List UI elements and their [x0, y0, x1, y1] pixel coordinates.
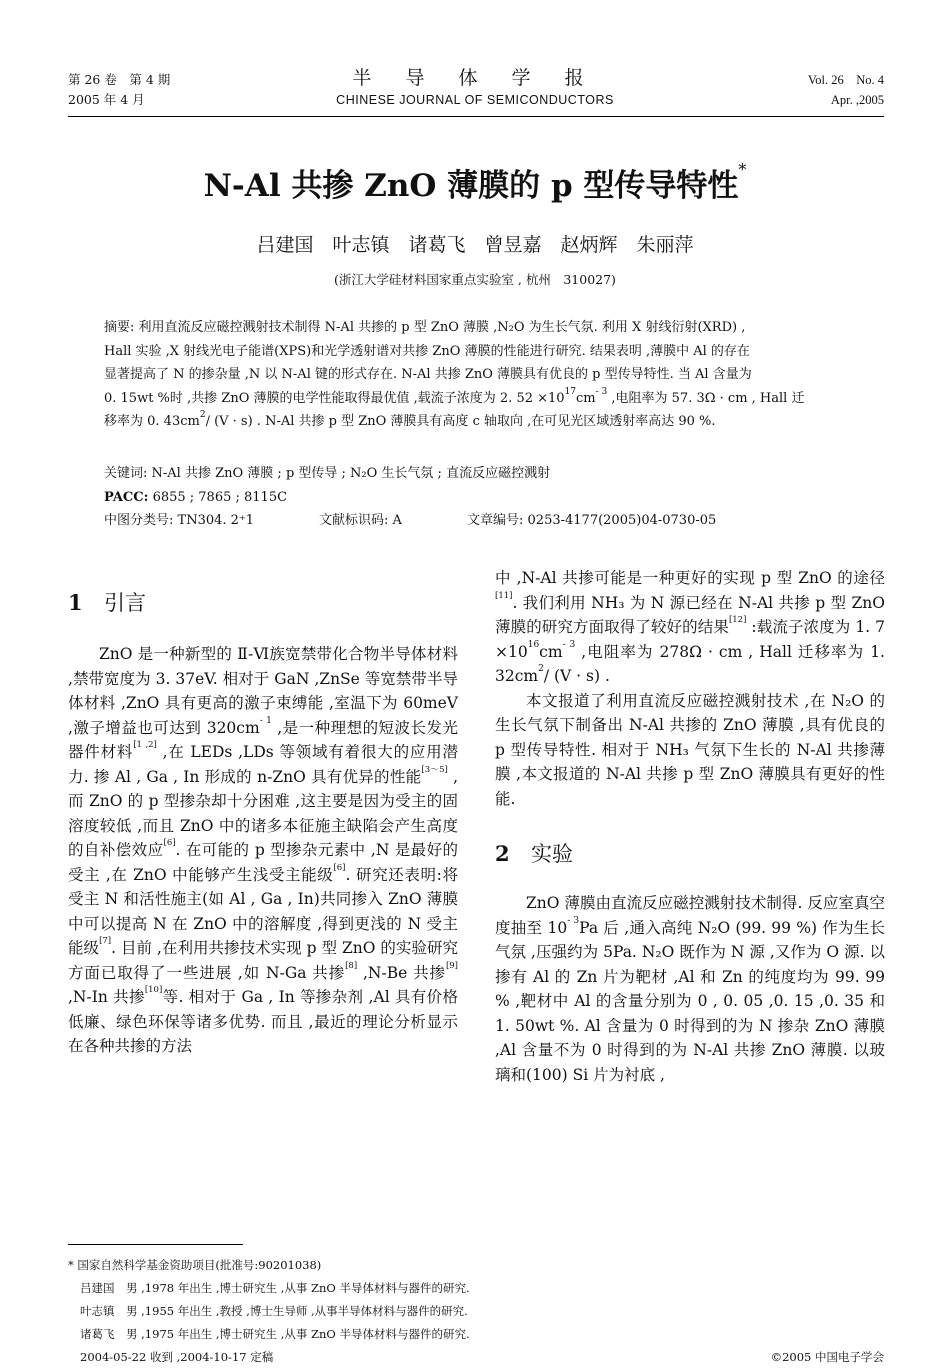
author-list: 吕建国 叶志镇 诸葛飞 曾昱嘉 赵炳辉 朱丽萍 [256, 234, 694, 256]
journal-name-cn: 半 导 体 学 报 [352, 67, 598, 89]
exponent: 2 [199, 410, 206, 420]
exponent: - 1 [259, 715, 272, 726]
citation: [8] [345, 960, 358, 971]
section-number: 2 [495, 841, 510, 866]
left-column [68, 588, 458, 1059]
footnote-divider [68, 1244, 243, 1245]
date-en: Apr. ,2005 [830, 93, 884, 107]
title-text: N-Al 共掺 ZnO 薄膜的 p 型传导特性 [203, 168, 739, 204]
date-cn: 2005 年 4 月 [68, 92, 145, 107]
funding-note: * 国家自然科学基金资助项目(批准号:90201038) [68, 1258, 322, 1272]
header-divider [68, 116, 884, 117]
citation: [3～5] [421, 764, 448, 775]
text-run: ,N-Be 共掺 [357, 963, 446, 982]
citation: [10] [144, 985, 163, 995]
exponent: 16 [527, 639, 540, 650]
abstract [104, 316, 849, 434]
abstract-line: 利用直流反应磁控溅射技术制得 N-Al 共掺的 p 型 ZnO 薄膜 ,N₂O 为生长气氛. 利用 X 射线衍射(XRD) , [138, 320, 746, 335]
keywords-block [104, 462, 849, 533]
abstract-line: 0. 15wt %时 ,共掺 ZnO 薄膜的电学性能取得最优值 ,载流子浓度为 2. 52 ×10 [104, 390, 565, 406]
text-run: :载流子浓度为 1. 7 ×10 [495, 618, 885, 661]
abstract-line: Hall 实验 ,X 射线光电子能谱(XPS)和光学透射谱对共掺 ZnO 薄膜的性能进行研究. 结果表明 ,薄膜中 Al 的存在 [104, 343, 750, 359]
text-run: . 目前 ,在利用共掺技术实现 p 型 ZnO 的实验研究方面已取得了一些进展 ,如 N-Ga 共掺 [68, 939, 458, 982]
journal-name-en: CHINESE JOURNAL OF SEMICONDUCTORS [336, 93, 614, 107]
citation: [6] [163, 838, 176, 848]
header-right [808, 70, 884, 110]
abstract-unit: cm [576, 390, 596, 406]
exponent: - 3 [567, 915, 580, 926]
text-run: . 我们利用 NH₃ 为 N 源已经在 N-Al 共掺 p 型 ZnO 薄膜的研究方面取得了较好的结果 [495, 593, 885, 636]
right-column [495, 566, 885, 1087]
exponent: - 3 [562, 639, 576, 650]
exponent: - 3 [595, 386, 608, 397]
abstract-label: 摘要: [104, 320, 135, 335]
citation: [1 ,2] [133, 740, 157, 750]
article-number: 0253-4177(2005)04-0730-05 [527, 513, 717, 528]
text-run: ZnO 是一种新型的 Ⅱ-Ⅵ族宽禁带化合物半导体材料 ,禁带宽度为 3. 37eV. 相对于 GaN ,ZnSe 等宽禁带半导体材料 ,ZnO 具有更高的激子束缚能 ,室温下为 60meV ,激子增益也可达到 320cm [68, 645, 458, 737]
keywords-text: N-Al 共掺 ZnO 薄膜 ; p 型传导 ; N₂O 生长气氛 ; 直流反应磁控溅射 [151, 466, 551, 481]
clc-label: 中图分类号: [104, 513, 174, 528]
abstract-line: 移率为 0. 43cm [104, 414, 200, 429]
article-number-label: 文章编号: [467, 513, 524, 528]
text-run: ,在 LEDs ,LDs 等领域有着很大的应用潜力. 掺 Al , Ga , In 形成的 n-ZnO 具有优异的性能 [68, 743, 458, 786]
text-run: ,N-In 共掺 [68, 988, 145, 1006]
text-run: 中 ,N-Al 共掺可能是一种更好的实现 p 型 ZnO 的途径 [495, 569, 885, 587]
text-run: ZnO 薄膜由直流反应磁控溅射技术制得. 反应室真空度抽至 10 [495, 894, 885, 937]
section-heading [495, 839, 885, 869]
abstract-line: ,电阻率为 57. 3Ω · cm , Hall 迁 [607, 390, 805, 406]
paper-title [0, 160, 950, 205]
citation: [6] [333, 862, 346, 873]
text-run: cm [539, 642, 563, 661]
doc-code: A [392, 513, 402, 528]
text-run: . 研究还表明:将受主 N 和活性施主(如 Al , Ga , In)共同掺入 ZnO 薄膜中可以提高 N 在 ZnO 中的溶解度 ,得到更浅的 N 受主能级 [68, 865, 458, 957]
footnote-last-row [68, 1346, 884, 1369]
clc-code: TN304. 2⁺1 [177, 513, 255, 528]
paragraph [495, 566, 885, 689]
author-bio: 吕建国 男 ,1978 年出生 ,博士研究生 ,从事 ZnO 半导体材料与器件的研究. [80, 1281, 470, 1295]
section-title: 实验 [531, 842, 573, 866]
citation: [7] [99, 936, 112, 946]
text-run: ,电阻率为 278Ω · cm , Hall 迁移率为 1. 32cm [495, 642, 885, 685]
text-run: / (V · s) . [543, 667, 610, 685]
paragraph [68, 642, 458, 1059]
volume-issue-cn: 第 26 卷 第 4 期 [68, 72, 171, 87]
citation: [9] [445, 960, 458, 971]
section-heading [68, 588, 458, 618]
citation: [11] [495, 590, 513, 601]
author-bio: 诸葛飞 男 ,1975 年出生 ,博士研究生 ,从事 ZnO 半导体材料与器件的研究. [80, 1327, 470, 1341]
pacc-codes: 6855 ; 7865 ; 8115C [152, 489, 288, 505]
citation: [12] [728, 615, 747, 625]
text-run: 等. 相对于 Ga , In 等掺杂剂 ,Al 具有价格低廉、绿色环保等诸多优势. 而且 ,最近的理论分析显示在各种共掺的方法 [68, 988, 459, 1055]
copyright: ©2005 中国电子学会 [770, 1350, 884, 1364]
received-dates: 2004-05-22 收到 ,2004-10-17 定稿 [80, 1350, 274, 1364]
section-number: 1 [68, 590, 83, 615]
section-title: 引言 [104, 591, 146, 615]
author-bio: 叶志镇 男 ,1955 年出生 ,教授 ,博士生导师 ,从事半导体材料与器件的研究. [80, 1304, 468, 1318]
exponent: 2 [538, 664, 544, 674]
paragraph [495, 891, 885, 1087]
affiliation: (浙江大学硅材料国家重点实验室 , 杭州 310027) [334, 272, 616, 287]
footnotes [68, 1254, 884, 1369]
keywords-label: 关键词: [104, 466, 148, 481]
text-run: . 在可能的 p 型掺杂元素中 ,N 是最好的受主 ,在 ZnO 中能够产生浅受主能级 [68, 841, 458, 884]
paragraph: 本文报道了利用直流反应磁控溅射技术 ,在 N₂O 的生长气氛下制备出 N-Al 共掺的 ZnO 薄膜 ,具有优良的 p 型传导特性. 相对于 NH₃ 气氛下生长的 N-Al 共掺薄膜 ,本文报道的 N-Al 共掺 p 型 ZnO 薄膜具有更好的性能. [495, 691, 885, 808]
text-run: ,是一种理想的短波长发光器件材料 [68, 718, 458, 761]
exponent: 17 [564, 386, 577, 397]
doc-code-label: 文献标识码: [319, 513, 389, 528]
text-run: ,而 ZnO 的 p 型掺杂却十分困难 ,这主要是因为受主的固溶度较低 ,而且 ZnO 中的诸多本征施主缺陷会产生高度的自补偿效应 [68, 767, 458, 859]
title-footnote-mark: * [738, 160, 747, 179]
abstract-line: 显著提高了 N 的掺杂量 ,N 以 N-Al 键的形式存在. N-Al 共掺 ZnO 薄膜具有优良的 p 型传导特性. 当 Al 含量为 [104, 367, 752, 382]
abstract-line: / (V · s) . N-Al 共掺 p 型 ZnO 薄膜具有高度 c 轴取向 ,在可见光区域透射率高达 90 %. [205, 414, 716, 429]
text-run: Pa 后 ,通入高纯 N₂O (99. 99 %) 作为生长气氛 ,压强约为 5Pa. N₂O 既作为 N 源 ,又作为 O 源. 以掺有 Al 的 Zn 片为靶材 ,Al 和 Zn 的纯度均为 99. 99 % ,靶材中 Al 的含量分别为 0 , 0. 05 ,0. 15 ,0. 35 和 1. 50wt %. Al 含量为 0 时得到的为 N 掺杂 ZnO 薄膜 ,Al 含量不为 0 时得到的为 N-Al 共掺 ZnO 薄膜. 以玻璃和(100) Si 片为衬底 , [495, 918, 885, 1084]
pacc-label: PACC: [104, 489, 149, 505]
volume-issue-en: Vol. 26 No. 4 [807, 73, 884, 87]
